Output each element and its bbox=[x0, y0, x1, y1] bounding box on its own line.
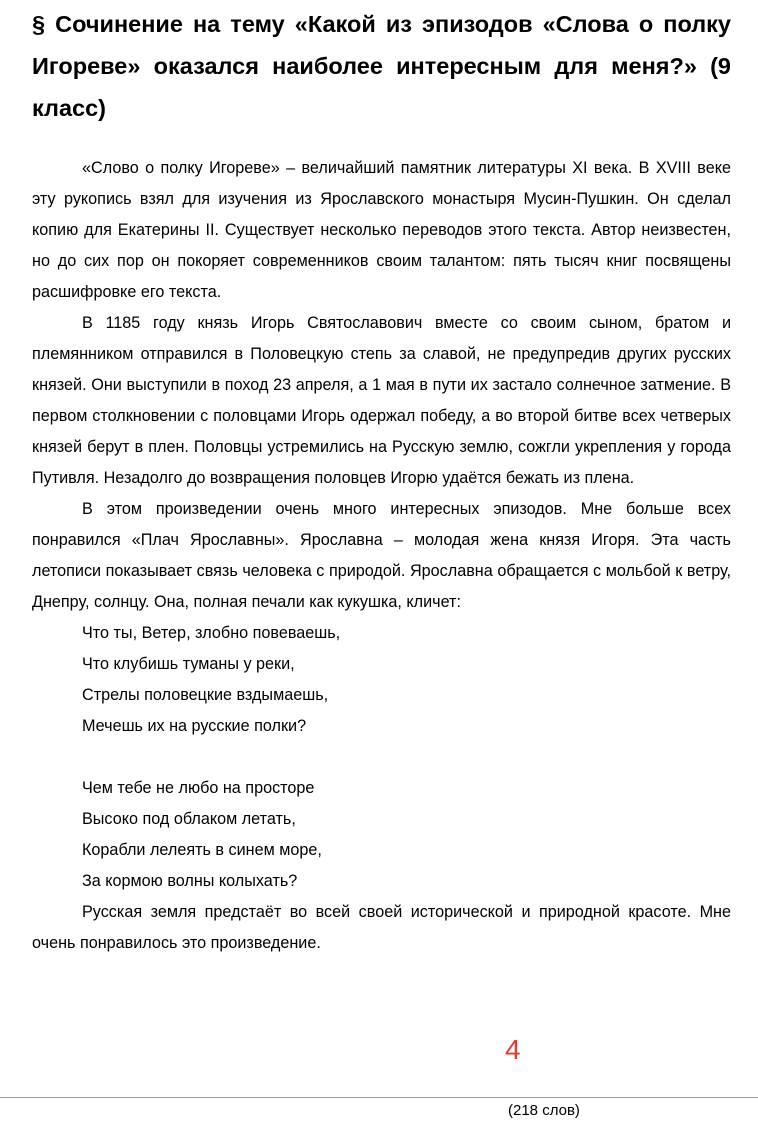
poem-quote bbox=[32, 618, 731, 897]
poem-line: Что ты, Ветер, злобно повеваешь, bbox=[82, 624, 341, 642]
paragraph-conclusion: Русская земля предстаёт во всей своей исторической и природной красоте. Мне очень понравилось это произведение. bbox=[32, 903, 731, 952]
grade-mark: 4 bbox=[505, 1034, 521, 1065]
paragraph-episode: В этом произведении очень много интересных эпизодов. Мне больше всех понравился «Плач Ярославны». Ярославна – молодая жена князя Игоря. Эта часть летописи показывает связь человека с природой. Ярославна обращается с мольбой к ветру, Днепру, солнцу. Она, полная печали как кукушка, кличет: bbox=[32, 500, 731, 611]
paragraph-intro: «Слово о полку Игореве» – величайший памятник литературы XI века. В XVIII веке эту рукопись взял для изучения из Ярославского монастыря Мусин-Пушкин. Он сделал копию для Екатерины II. Существует несколько переводов этого текста. Автор неизвестен, но до сих пор он покоряет современников своим талантом: пять тысяч книг посвящены расшифровке его текста. bbox=[32, 159, 731, 301]
stanza-gap bbox=[82, 742, 731, 773]
poem-line: Чем тебе не любо на просторе bbox=[82, 779, 315, 797]
poem-line: Мечешь их на русские полки? bbox=[82, 717, 307, 735]
footer-divider bbox=[0, 1097, 758, 1098]
essay-body bbox=[32, 153, 731, 959]
word-count: (218 слов) bbox=[508, 1102, 580, 1119]
poem-line: За кормою волны колыхать? bbox=[82, 872, 298, 890]
essay-title: § Сочинение на тему «Какой из эпизодов «Слова о полку Игореве» оказался наиболее интересным для меня?» (9 класс) bbox=[32, 11, 731, 121]
poem-line: Корабли лелеять в синем море, bbox=[82, 841, 322, 859]
essay-page bbox=[32, 0, 731, 952]
poem-line: Что клубишь туманы у реки, bbox=[82, 655, 295, 673]
poem-line: Стрелы половецкие вздымаешь, bbox=[82, 686, 329, 704]
paragraph-history: В 1185 году князь Игорь Святославович вместе со своим сыном, братом и племянником отправился в Половецкую степь за славой, не предупредив других русских князей. Они выступили в поход 23 апреля, а 1 мая в пути их застало солнечное затмение. В первом столкновении с половцами Игорь одержал победу, а во второй битве всех четверых князей берут в плен. Половцы устремились на Русскую землю, сожгли укрепления у города Путивля. Незадолго до возвращения половцев Игорю удаётся бежать из плена. bbox=[32, 314, 731, 487]
poem-line: Высоко под облаком летать, bbox=[82, 810, 296, 828]
